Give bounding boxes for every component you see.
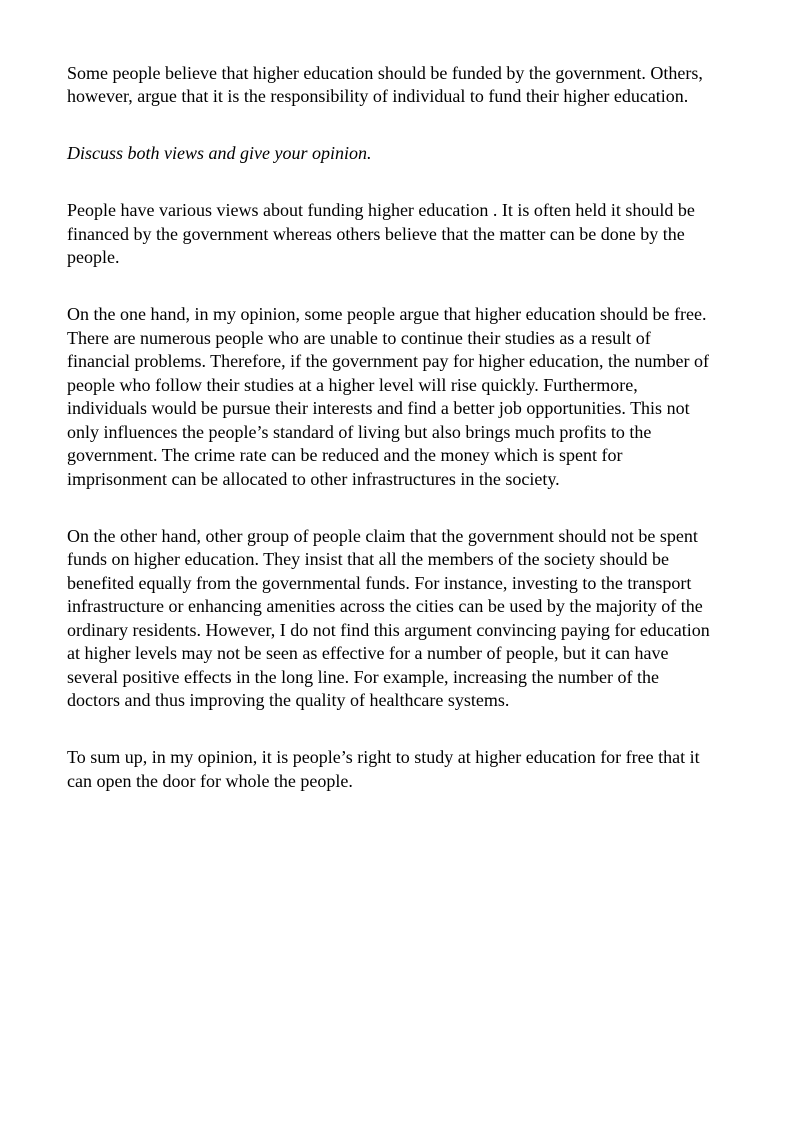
essay-introduction: People have various views about funding higher education . It is often held it should be financed by the government whereas others believe that the matter can be done by the people.: [67, 200, 695, 267]
task-instruction: Discuss both views and give your opinion.: [67, 143, 372, 163]
essay-conclusion: To sum up, in my opinion, it is people’s right to study at higher education for free that it can open the door for whole the people.: [67, 747, 700, 791]
essay-document: [67, 38, 747, 827]
essay-body-paragraph-2: On the other hand, other group of people claim that the government should not be spent funds on higher education. They insist that all the members of the society should be benefited equally from the governmental funds. For instance, investing to the transport infrastructure or enhancing amenities across the cities can be used by the majority of the ordinary residents. However, I do not find this argument convincing paying for education at higher levels may not be seen as effective for a number of people, but it can have several positive effects in the long line. For example, increasing the number of the doctors and thus improving the quality of healthcare systems.: [67, 525, 710, 710]
essay-body-paragraph-1: On the one hand, in my opinion, some people argue that higher education should be free. There are numerous people who are unable to continue their studies as a result of financial problems. Therefore, if the government pay for higher education, the number of people who follow their studies at a higher level will rise quickly. Furthermore, individuals would be pursue their interests and find a better job opportunities. This not only influences the people’s standard of living but also brings much profits to the government. The crime rate can be reduced and the money which is spent for imprisonment can be allocated to other infrastructures in the society.: [67, 304, 709, 489]
task-statement: Some people believe that higher education should be funded by the government. Others, however, argue that it is the responsibility of individual to fund their higher education.: [67, 62, 703, 106]
